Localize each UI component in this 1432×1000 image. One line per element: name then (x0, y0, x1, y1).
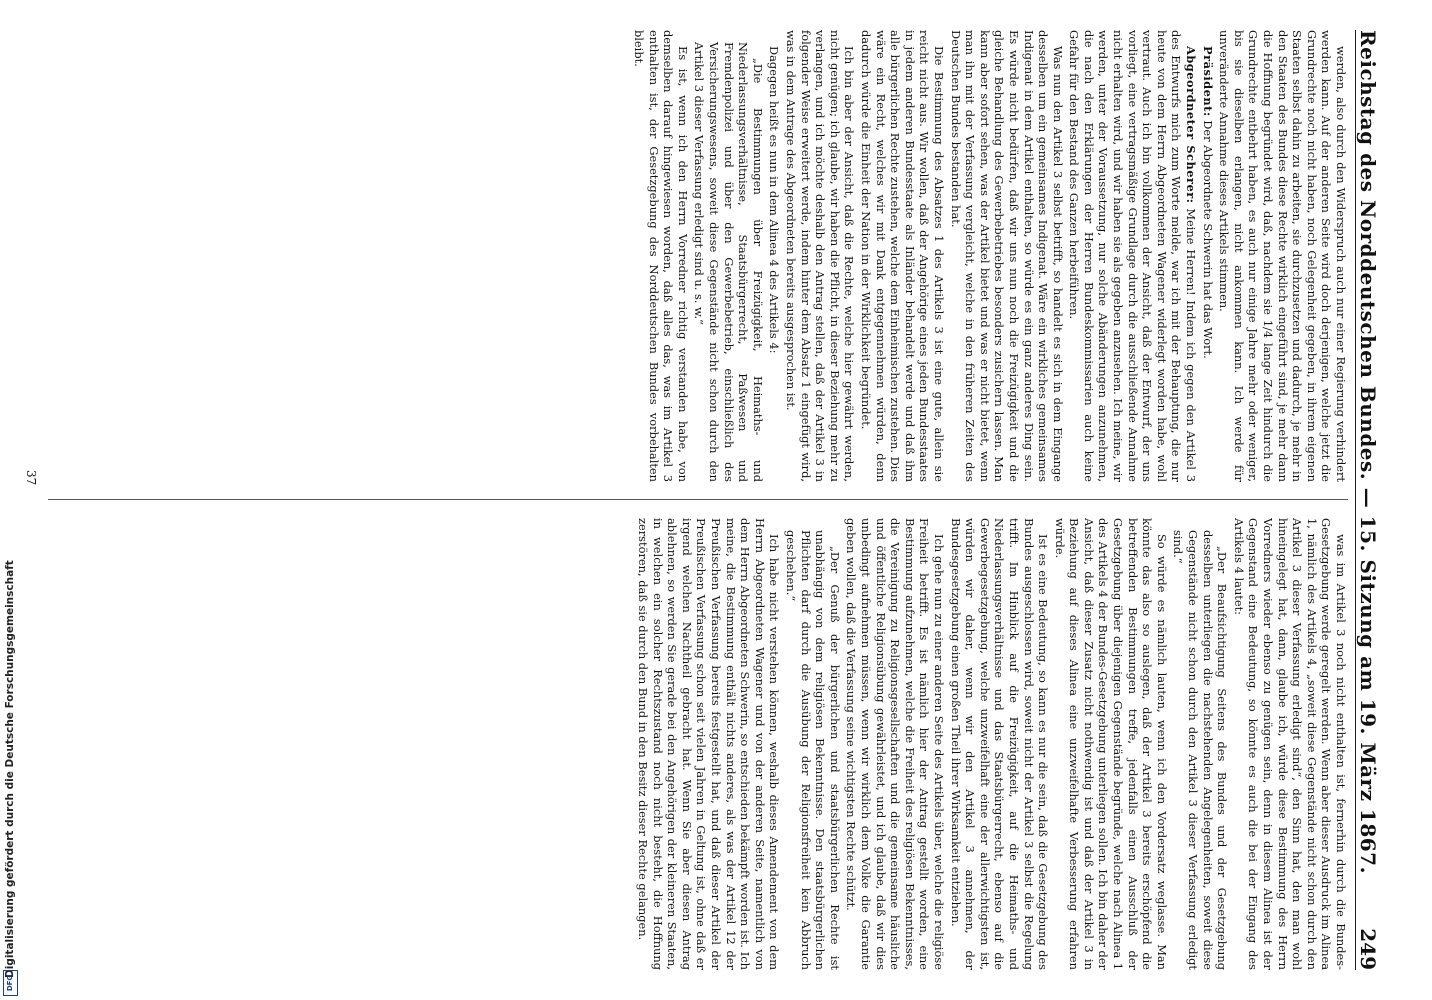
running-title: Reichstag des Norddeutschen Bundes. — 15. Sitzung am 19. März 1867. (1356, 30, 1380, 875)
paragraph-text: Ich bin aber der Ansicht, daß die Rechte, welche hier gewährt werden, nicht genügen; ich glaube, wir haben die Pflicht, in dieser Beziehung mehr zu verlangen, und ich möchte deshalb den Antrag stellen, daß der Artikel 3 in folgender Weise erweitert werde, indem hinter dem Absatz 1 eingefügt wird, was in dem Antrage des Abgeordneten bereits ausgesprochen ist. (784, 30, 857, 482)
paragraph (1171, 518, 1229, 970)
paragraph-text: „Der Beaufsichtigung Seitens des Bundes und der Gesetzgebung desselben unterliegen die nachstehenden Angelegenheiten, soweit diese Gegenstände nicht schon durch den Artikel 3 dieser Verfassung erledigt sind.“ (1171, 530, 1230, 970)
paragraph-text: So würde es nämlich lauten, wenn ich den Vordersatz weglasse. Man könnte das also so auslegen, daß der Artikel 3 bereits erschöpfend die betreffenden Bestimmungen treffe, jedenfalls einen Ausschluß der Gesetzgebung über diejenigen Gegenstände begründe, welche nach Alinea 1 des Artikels 4 der Bundes-Gesetzgebung unterliegen sollen. Ich bin daher der Ansicht, daß dieser Zusatz nicht nothwendig ist und daß der Artikel 3 in Beziehung auf dieses Alinea eine unzweifelhafte Verbesserung erfahren würde. (1052, 518, 1169, 970)
column-divider (48, 499, 1348, 500)
speaker-name: Abgeordneter Scherer: (1184, 46, 1199, 204)
paragraph (632, 30, 690, 482)
paragraph (858, 30, 946, 482)
paragraph-text: Ich habe nicht verstehen können, weshalb dieses Amendement von dem Herrn Abgeordneten Wagener und von der anderen Seite, namentlich von dem Herrn Abgeordneten Schwerin, so entschieden bekämpft worden ist. Ich meine, die Bestimmung enthält nichts anderes, als was der Artikel 12 der Preußischen Verfassung bereits festgestellt hat, und daß dieser Artikel der Preußischen Verfassung schon seit vielen Jahren in Geltung ist, ohne daß er irgend welchen Nachtheil gebracht hat. Wenn Sie aber diesen Antrag ablehnen, so werden Sie gerade bei den Angehörigen der kleineren Staaten, in welchen ein solcher Rechtszustand noch nicht besteht, die Hoffnung zerstören, daß sie durch den Bund in den Besitz dieser Rechte gelangen. (636, 518, 782, 970)
paragraph-text: Ist es eine Bedeutung, so kann es nur die sein, daß die Gesetzgebung des Bundes ausgeschlossen wird, soweit nicht der Artikel 3 selbst die Regelung trifft. Im Hinblick auf die Freizügigkeit, auf die Heimaths- und Niederlassungsverhältnisse und das Staatsbürgerrecht, ebenso auf die Gewerbegesetzgebung, welche unzweifelhaft eine der allerwichtigsten ist, würden wir daher, wenn wir den Artikel 3 annehmen, der Bundesgesetzgebung einen großen Theil ihrer Wirksamkeit entziehen. (948, 518, 1051, 970)
dfg-logo (3, 970, 18, 996)
paragraph (844, 518, 946, 970)
paragraph (948, 518, 1050, 970)
credit-text: Digitalisierung gefördert durch die Deutsche Forschungsgemeinschaft (4, 560, 16, 978)
dfg-logo-text: DFG (6, 974, 15, 992)
right-text-column (48, 518, 1348, 970)
page-header (1355, 30, 1390, 970)
paragraph (767, 30, 782, 482)
paragraph-text: Meine Herren! Indem ich gegen den Artikel 3 des Entwurfs mich zum Worte melde, war ich mit der Behauptung, die nur heute von dem Herrn Abgeordneten Wagener widerlegt worden habe, wohl vertraut. Auch ich bin vollkommen der Ansicht, daß der Entwurf, der uns vorliegt, eine vertragsmäßige Grundlage durch die ausschließende Annahme nicht erhalten wird, und wir haben sie als gegeben anzusehen. Ich meine, wir werden, unter der Voraussetzung, nur solche Abänderungen anzunehmen, die nach den Erklärungen der Herren Bundeskommissarien auch keine Gefahr für den Bestand des Ganzen herbeiführen. (1067, 30, 1199, 482)
paragraph-text: Die Bestimmung des Absatzes 1 des Artikels 3 ist eine gute, allein sie reicht nicht aus. Wir wollen, daß der Angehörige eines jeden Bundesstaates in jedem anderen Bundesstaate als Inländer behandelt werde und daß ihm alle bürgerlichen Rechte zustehen, welche dem Einheimischen zustehen. Dies wäre ein Recht, welches wir mit Dank entgegennehmen würden, denn dadurch würde die Einheit der Nation in der Wirklichkeit begründet. (859, 30, 946, 482)
left-text-column (48, 30, 1348, 482)
paragraph (783, 518, 841, 970)
page-number: 249 (1356, 928, 1380, 970)
signature-mark: 37 (24, 470, 38, 486)
paragraph-text: werden, also durch den Widerspruch auch nur einer Regierung verhindert werden kann. Auf der anderen Seite wird doch derjenigen, welche jetzt die Grundrechte noch nicht haben, noch Gelegenheit gegeben, in ihrem eigenen Staaten selbst dahin zu arbeiten, sie durchzusetzen und dadurch, je mehr in den Staaten des Bundes diese Rechte wirklich eingeführt sind, je mehr dann die Hoffnung begründet wird, daß, nachdem sie 1/4 lange Zeit hindurch die Grundrechte entbehrt haben, es auch nur einige Jahre mehr oder weniger, bis sie dieselben erlangen, nicht ankommen kann. Ich werde für unveränderte Annahme dieses Artikels stimmen. (1217, 30, 1348, 482)
digitization-credit (0, 0, 20, 1000)
paragraph-text: Ich gehe nun zu einer anderen Seite des Artikels über, welche die religiöse Freiheit betrifft. Es ist nämlich hier der Antrag gestellt worden, eine Bestimmung aufzunehmen, welche die Freiheit des religiösen Bekenntnisses, die Vereinigung zu Religionsgesellschaften und die gemeinsame häusliche und öffentliche Religionsübung gewährleistet, und ich glaube, daß wir dies unbedingt aufnehmen müssen, wenn wir wirklich dem Volke die Garantie geben wollen, daß die Verfassung seine wichtigsten Rechte schützt. (844, 518, 946, 970)
paragraph-text: Der Abgeordnete Schwerin hat das Wort. (1200, 120, 1215, 359)
paragraph-text: Dagegen heißt es nun in dem Alinea 4 des Artikels 4: (767, 46, 782, 354)
paragraph (636, 518, 782, 970)
paragraph (1200, 30, 1215, 482)
paragraph (1231, 518, 1348, 970)
paragraph (1217, 30, 1348, 482)
paragraph-text: „Die Bestimmungen über Freizügigkeit, Heimaths- und Niederlassungsverhältnisse, Staatsbürgerrecht, Paßwesen und Fremdenpolizei und über den Gewerbebetrieb, einschließlich des Versicherungswesens, soweit diese Gegenstände nicht schon durch den Artikel 3 dieser Verfassung erledigt sind u. s. w.“ (692, 42, 765, 482)
paragraph (1052, 518, 1169, 970)
paragraph (948, 30, 1065, 482)
speaker-name: Präsident: (1200, 46, 1215, 117)
paragraph-text: Es ist, wenn ich den Herrn Vorredner richtig verstanden habe, von demselben darauf hingewiesen worden, daß alles das, was im Artikel 3 enthalten ist, der Gesetzgebung des Norddeutschen Bundes vorbehalten bleibt. (632, 30, 690, 482)
paragraph-text: was im Artikel 3 noch nicht enthalten ist, fernerhin durch die Bundes-Gesetzgebung werde geregelt werden. Wenn aber dieser Ausdruck im Alinea 1, nämlich des Artikels 4, „soweit diese Gegenstände nicht schon durch den Artikel 3 dieser Verfassung erledigt sind“, den Sinn hat, den man wohl hineingelegt hat, dann, glaube ich, würde diese Bestimmung des Herrn Vorredners wieder ebenso zu genügen sein, denn in diesem Alinea ist der Gegenstand eine Bedeutung, so könnte es auch die bei der Eingang des Artikels 4 lautet: (1231, 518, 1348, 970)
paragraph (1067, 30, 1198, 482)
paragraph (692, 30, 765, 482)
paragraph-text: „Der Genuß der bürgerlichen und staatsbürgerlichen Rechte ist unabhängig von dem religiösen Bekenntnisse. Den staatsbürgerlichen Pflichten darf durch die Ausübung der Religionsfreiheit kein Abbruch geschehen.“ (784, 530, 842, 970)
paragraph (783, 30, 856, 482)
paragraph-text: Was nun den Artikel 3 selbst betrifft, so handelt es sich in dem Eingange desselben um ein gemeinsames Indigenat. Wäre ein wirkliches gemeinsames Indigenat in dem Artikel enthalten, so würde es ein ganz anderes Ding sein. Es würde nicht bedürfen, daß wir uns nun noch die Freizügigkeit und die gleiche Behandlung des Gewerbebetriebes besonders zusichern lassen. Man kann aber sofort sehen, was der Artikel bietet und was er nicht bietet, wenn man ihn mit der Verfassung vergleicht, welche in den früheren Zeiten des Deutschen Bundes bestanden hat. (948, 30, 1065, 482)
